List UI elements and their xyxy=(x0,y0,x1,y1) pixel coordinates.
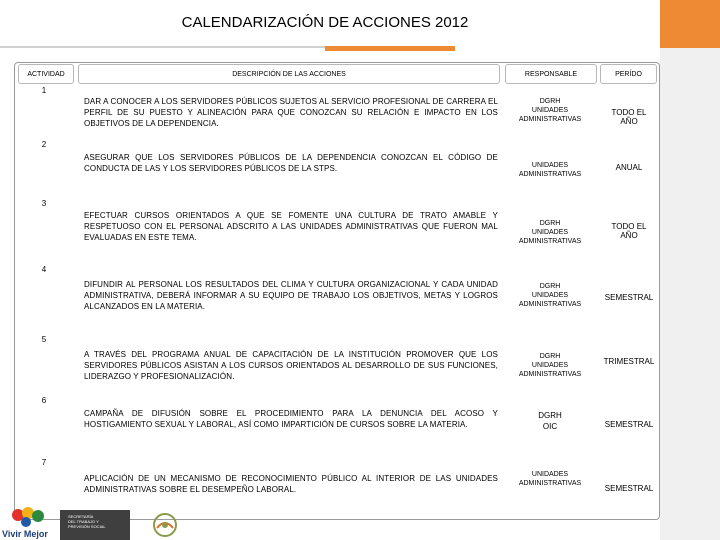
activity-number: 3 xyxy=(41,199,47,208)
responsible-line: DGRH xyxy=(538,411,562,420)
activity-description: A TRAVÉS DEL PROGRAMA ANUAL DE CAPACITACIÓN DE LA INSTITUCIÓN PROMOVER QUE LOS SERVIDORES PÚBLICOS ASISTAN A LOS CURSOS ORIENTADOS AL DESARROLLO DE SUS FUNCIONES, LIDERAZGO Y PROFESIONALIZACIÓN. xyxy=(84,350,498,381)
responsible-cell xyxy=(505,219,595,246)
page-title: CALENDARIZACIÓN DE ACCIONES 2012 xyxy=(181,14,469,31)
responsible-line: ADMINISTRATIVAS xyxy=(518,171,582,178)
period-line: TRIMESTRAL xyxy=(603,357,655,366)
header-descripcion: DESCRIPCIÓN DE LAS ACCIONES xyxy=(78,64,500,84)
stps-line: PREVISIÓN SOCIAL xyxy=(68,524,106,529)
period-cell xyxy=(598,420,660,429)
header-responsable: RESPONSABLE xyxy=(505,64,597,84)
responsible-line: UNIDADES xyxy=(531,162,569,169)
responsible-cell xyxy=(505,161,595,179)
responsible-line: UNIDADES xyxy=(531,471,569,478)
responsible-line: DGRH xyxy=(539,98,561,105)
seal-icon xyxy=(140,510,190,540)
stps-line: DEL TRABAJO Y xyxy=(68,519,99,524)
activity-description: ASEGURAR QUE LOS SERVIDORES PÚBLICOS DE LA DEPENDENCIA CONOZCAN EL CÓDIGO DE CONDUCTA DE LAS Y LOS SERVIDORES PÚBLICOS DE LA STPS. xyxy=(84,153,498,173)
activity-description: CAMPAÑA DE DIFUSIÓN SOBRE EL PROCEDIMIENTO PARA LA DENUNCIA DEL ACOSO Y HOSTIGAMIENTO SEXUAL Y LABORAL, ASÍ COMO IMPARTICIÓN DE CURSOS SOBRE LA MATERIA. xyxy=(84,409,498,429)
activity-number: 7 xyxy=(41,458,47,467)
responsible-cell xyxy=(505,282,595,309)
title-underline-grey xyxy=(0,46,325,48)
title-underline-orange xyxy=(325,46,455,51)
responsible-line: ADMINISTRATIVAS xyxy=(518,480,582,487)
svg-text:Vivir Mejor: Vivir Mejor xyxy=(2,529,48,539)
orange-accent-bar xyxy=(660,0,720,48)
activity-description: DAR A CONOCER A LOS SERVIDORES PÚBLICOS SUJETOS AL SERVICIO PROFESIONAL DE CARRERA EL PERFIL DE SU PUESTO Y ALINEACIÓN PARA QUE CONOZCAN SU RELACIÓN E IMPACTO EN LOS OBJETIVOS DE LA DEPENDENCIA. xyxy=(84,97,498,128)
responsible-line: ADMINISTRATIVAS xyxy=(518,301,582,308)
period-line: ANUAL xyxy=(615,163,643,172)
footer-logos xyxy=(0,506,200,540)
header-actividad: ACTIVIDAD xyxy=(18,64,74,84)
period-cell xyxy=(598,484,660,493)
responsible-line: UNIDADES xyxy=(531,362,569,369)
period-cell xyxy=(598,163,660,172)
activity-number: 5 xyxy=(41,335,47,344)
period-cell xyxy=(598,222,660,240)
responsible-line: DGRH xyxy=(539,353,561,360)
responsible-line: ADMINISTRATIVAS xyxy=(518,116,582,123)
responsible-cell xyxy=(505,470,595,488)
stps-line: SECRETARÍA xyxy=(68,514,94,519)
period-cell xyxy=(598,108,660,126)
stps-logo xyxy=(60,510,130,540)
period-line: TODO EL xyxy=(611,222,647,231)
period-cell xyxy=(598,293,660,302)
responsible-line: UNIDADES xyxy=(531,292,569,299)
responsible-line: UNIDADES xyxy=(531,107,569,114)
responsible-line: ADMINISTRATIVAS xyxy=(518,238,582,245)
period-line: AÑO xyxy=(620,231,638,240)
period-line: SEMESTRAL xyxy=(604,484,654,493)
header-periodo: PERÍDO xyxy=(600,64,657,84)
activity-number: 2 xyxy=(41,140,47,149)
vivir-mejor-logo xyxy=(0,506,58,540)
responsible-line: ADMINISTRATIVAS xyxy=(518,371,582,378)
period-line: AÑO xyxy=(620,117,638,126)
period-line: TODO EL xyxy=(611,108,647,117)
responsible-line: OIC xyxy=(542,422,558,431)
period-line: SEMESTRAL xyxy=(604,420,654,429)
activity-description: EFECTUAR CURSOS ORIENTADOS A QUE SE FOMENTE UNA CULTURA DE TRATO AMABLE Y RESPETUOSO CON EL PERSONAL ADSCRITO A LAS UNIDADES ADMINISTRATIVAS QUE FUERON MAL EVALUADAS EN ESTE TEMA. xyxy=(84,211,498,242)
grey-side-panel xyxy=(660,48,720,540)
responsible-line: DGRH xyxy=(539,220,561,227)
responsible-cell xyxy=(505,97,595,124)
responsible-cell xyxy=(505,352,595,379)
period-line: SEMESTRAL xyxy=(604,293,654,302)
responsible-line: DGRH xyxy=(539,283,561,290)
responsible-line: UNIDADES xyxy=(531,229,569,236)
period-cell xyxy=(598,357,660,366)
activity-description: APLICACIÓN DE UN MECANISMO DE RECONOCIMIENTO PÚBLICO AL INTERIOR DE LAS UNIDADES ADMINISTRATIVAS SOBRE EL DESEMPEÑO LABORAL. xyxy=(84,474,498,494)
activity-number: 6 xyxy=(41,396,47,405)
activity-number: 1 xyxy=(41,86,47,95)
activity-description: DIFUNDIR AL PERSONAL LOS RESULTADOS DEL CLIMA Y CULTURA ORGANIZACIONAL Y CADA UNIDAD ADMINISTRATIVA, DEBERÁ INFORMAR A SU EQUIPO DE TRABAJO LOS OBJETIVOS, METAS Y LOGROS ALCANZADOS EN LA MATERIA. xyxy=(84,280,498,311)
activity-number: 4 xyxy=(41,265,47,274)
responsible-cell xyxy=(505,410,595,432)
